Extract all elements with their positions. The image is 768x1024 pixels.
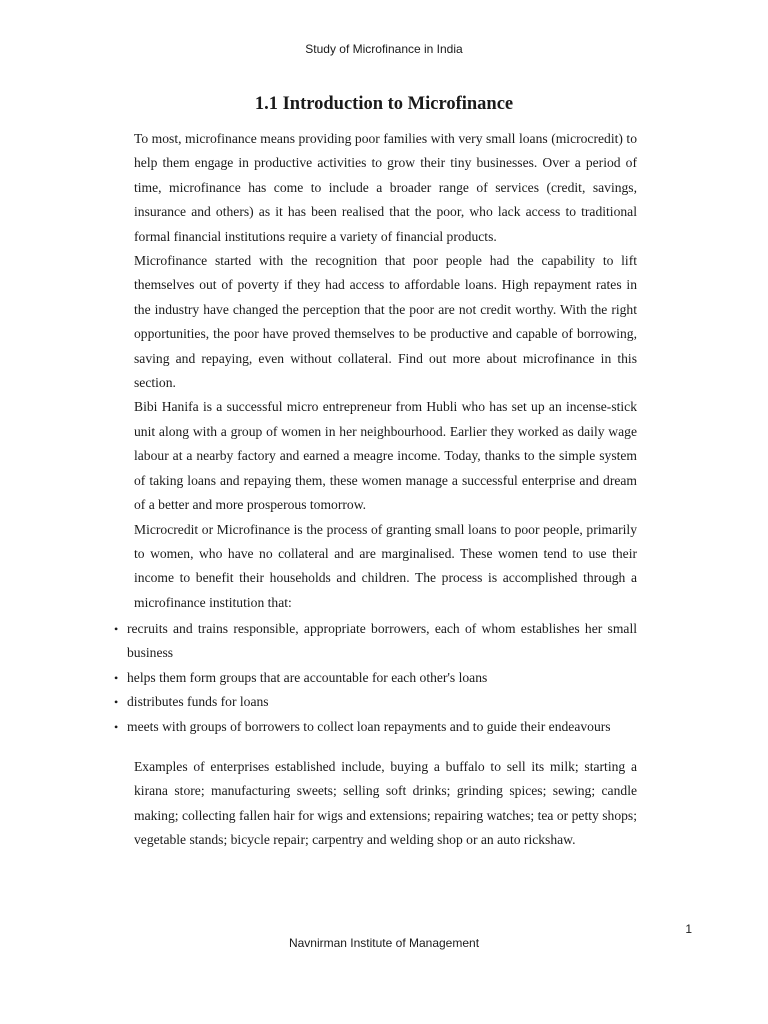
examples-section [134, 755, 637, 853]
list-item-text: recruits and trains responsible, appropriate borrowers, each of whom establishes her small business [127, 621, 637, 661]
institution-functions-list [114, 617, 637, 739]
paragraph-bibi-hanifa: Bibi Hanifa is a successful micro entrepreneur from Hubli who has set up an incense-stick unit along with a group of women in her neighbourhood. Earlier they worked as daily wage labour at a nearby factory and earned a meagre income. Today, thanks to the simple system of taking loans and repaying them, these women manage a successful enterprise and dream of a better and more prosperous tomorrow. [134, 399, 637, 513]
bullet-icon: • [114, 622, 119, 636]
list-item-text: meets with groups of borrowers to collect loan repayments and to guide their endeavours [127, 718, 611, 734]
paragraph-process: Microcredit or Microfinance is the process of granting small loans to poor people, primarily to women, who have no collateral and are marginalised. These women tend to use their income to benefit their households and children. The process is accomplished through a microfinance institution that: [134, 521, 637, 610]
bullet-icon: • [114, 695, 119, 710]
page-number: 1 [685, 922, 692, 936]
page-header: Study of Microfinance in India [305, 42, 463, 56]
paragraph-origins: Microfinance started with the recognition that poor people had the capability to lift themselves out of poverty if they had access to affordable loans. High repayment rates in the industry have changed the perception that the poor are not credit worthy. With the right opportunities, the poor have proved themselves to be productive and capable of borrowing, saving and repaying, even without collateral. Find out more about microfinance in this section. [134, 253, 637, 391]
list-item-text: helps them form groups that are accountable for each other's loans [127, 669, 488, 685]
paragraph-examples: Examples of enterprises established include, buying a buffalo to sell its milk; starting a kirana store; manufacturing sweets; selling soft drinks; grinding spices; sewing; candle making; collecting fallen hair for wigs and extensions; repairing watches; tea or petty shops; vegetable stands; bicycle repair; carpentry and welding shop or an auto rickshaw. [134, 759, 637, 848]
section-title: 1.1 Introduction to Microfinance [254, 94, 514, 114]
list-item [114, 617, 637, 666]
list-item-text: distributes funds for loans [127, 694, 269, 710]
page-footer: Navnirman Institute of Management [288, 936, 480, 950]
list-item [114, 715, 637, 739]
bullet-icon: • [114, 670, 119, 685]
main-body [134, 127, 637, 615]
list-item [114, 666, 637, 690]
list-item [114, 690, 637, 714]
paragraph-intro: To most, microfinance means providing poor families with very small loans (microcredit) to help them engage in productive activities to grow their tiny businesses. Over a period of time, microfinance has come to include a broader range of services (credit, savings, insurance and others) as it has been realised that the poor, who lack access to traditional formal financial institutions require a variety of financial products. [134, 131, 637, 244]
bullet-icon: • [114, 719, 119, 734]
